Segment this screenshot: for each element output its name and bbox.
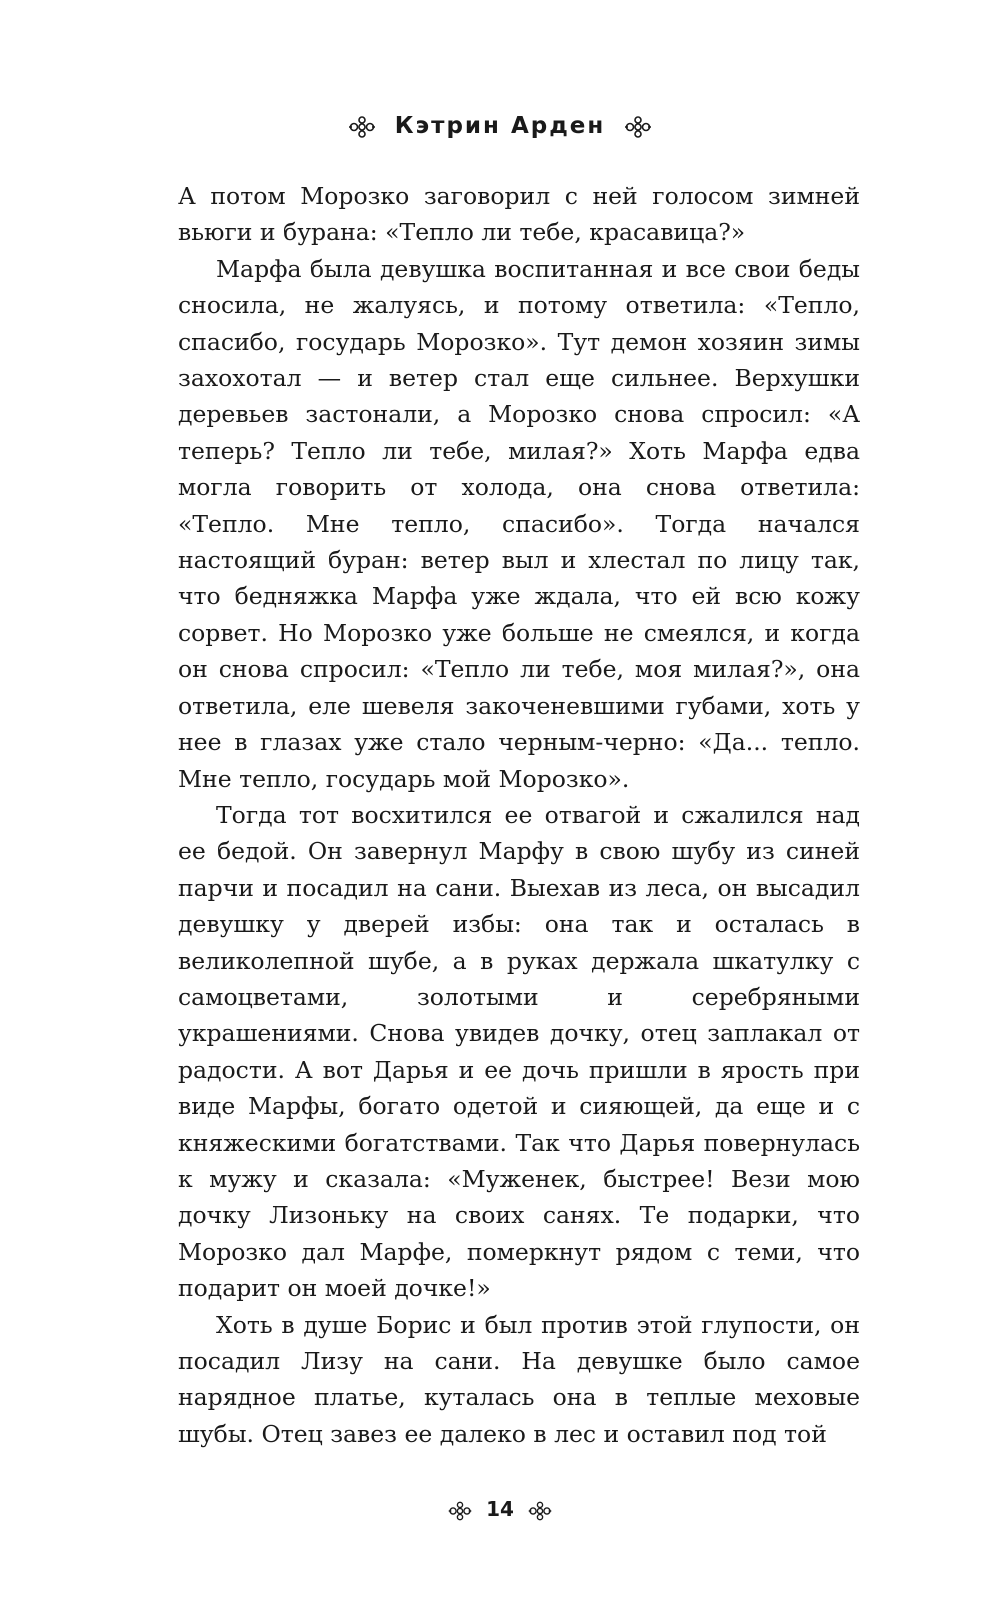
- paragraph: Тогда тот восхитился ее отвагой и сжалился над ее бедой. Он завернул Марфу в свою шубу из синей парчи и посадил на сани. Выехав из леса, он высадил девушку у дверей избы: она так и осталась в великолепной шубе, а в руках держала шкатулку с самоцветами, золотыми и серебряными украшениями. Снова увидев дочку, отец заплакал от радости. А вот Дарья и ее дочь пришли в ярость при виде Марфы, богато одетой и сияющей, да еще и с княжескими богатствами. Так что Дарья повернулась к мужу и сказала: «Муженек, быстрее! Вези мою дочку Лизоньку на своих санях. Те подарки, что Морозко дал Марфе, померкнут рядом с теми, что подарит он моей дочке!»: [178, 800, 860, 1303]
- ornament-icon: [527, 1501, 553, 1521]
- paragraph: А потом Морозко заговорил с ней голосом зимней вьюги и бурана: «Тепло ли тебе, красавица?»: [178, 182, 860, 247]
- paragraph: Марфа была девушка воспитанная и все свои беды сносила, не жалуясь, и потому ответила: «Тепло, спасибо, государь Морозко». Тут демон хозяин зимы захохотал — и ветер стал еще сильнее. Верхушки деревьев застонали, а Морозко снова спросил: «А теперь? Тепло ли тебе, милая?» Хоть Марфа едва могла говорить от холода, она снова ответила: «Тепло. Мне тепло, спасибо». Тогда начался настоящий буран: ветер выл и хлестал по лицу так, что бедняжка Марфа уже ждала, что ей всю кожу сорвет. Но Морозко уже больше не смеялся, и когда он снова спросил: «Тепло ли тебе, моя милая?», она ответила, еле шевеля закоченевшими губами, хоть у нее в глазах уже стало черным-черно: «Да... тепло. Мне тепло, государь мой Морозко».: [178, 254, 860, 793]
- ornament-icon: [447, 1501, 473, 1521]
- author-name: Кэтрин Арден: [394, 113, 606, 139]
- running-header: [0, 108, 1000, 144]
- body-text: [178, 178, 860, 1452]
- paragraph: Хоть в душе Борис и был против этой глупости, он посадил Лизу на сани. На девушке было самое нарядное платье, куталась она в теплые меховые шубы. Отец завез ее далеко в лес и оставил под той: [178, 1310, 860, 1448]
- ornament-icon: [347, 116, 377, 138]
- page-number: 14: [486, 1497, 514, 1521]
- page-footer: [0, 1494, 1000, 1524]
- ornament-icon: [623, 116, 653, 138]
